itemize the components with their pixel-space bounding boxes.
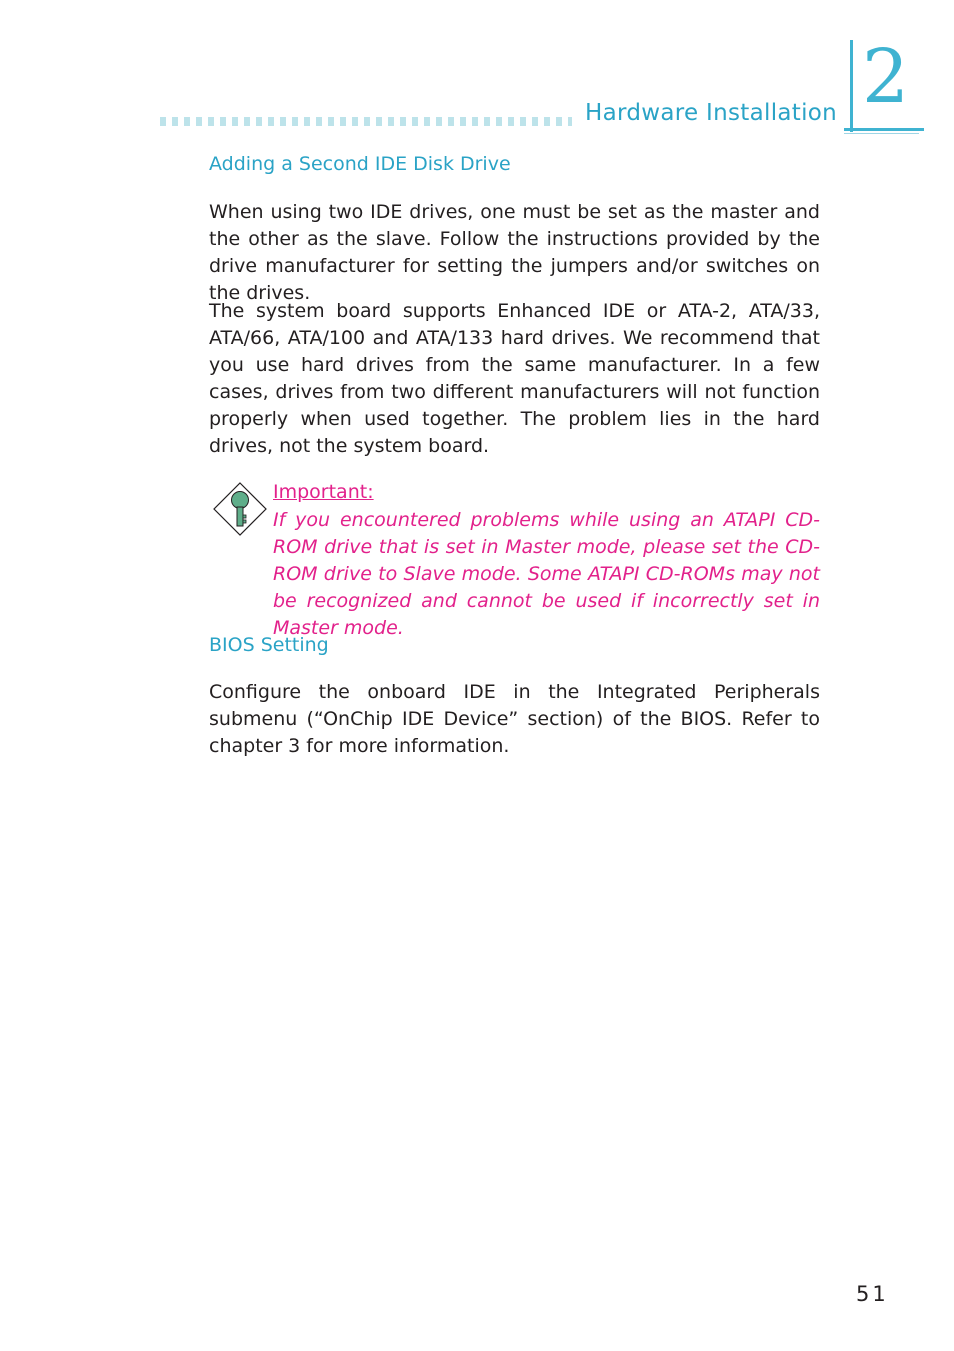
paragraph-master-slave: When using two IDE drives, one must be set as the master and the other as the slave. Follow the instructions provided by the drive manufacturer for setting the jumpers and/or switches on the drives. <box>209 201 820 304</box>
page-number: 51 <box>856 1282 889 1306</box>
running-header-title: Hardware Installation <box>585 100 838 126</box>
paragraph-supported-drives: The system board supports Enhanced IDE or ATA-2, ATA/33, ATA/66, ATA/100 and ATA/133 hard drives. We recommend that you use hard drives from the same manufacturer. In a few cases, drives from two different manufacturers will not function properly when used together. The problem lies in the hard drives, not the system board. <box>209 300 820 457</box>
header-dotted-rule <box>160 117 572 126</box>
chapter-number: 2 <box>862 34 910 120</box>
key-diamond-icon <box>213 482 267 536</box>
paragraph-bios-configure: Configure the onboard IDE in the Integrated Peripherals submenu (“OnChip IDE Device” section) of the BIOS. Refer to chapter 3 for more information. <box>209 681 820 757</box>
chapter-tab-horizontal-rule <box>844 128 924 131</box>
chapter-tab-horizontal-rule-thin <box>844 133 919 134</box>
section-title-bios-setting: BIOS Setting <box>209 634 329 656</box>
chapter-tab-vertical-rule <box>850 40 853 132</box>
note-label: Important: <box>273 481 374 503</box>
note-text: If you encountered problems while using an ATAPI CD-ROM drive that is set in Master mode, please set the CD-ROM drive to Slave mode. Some ATAPI CD-ROMs may not be recognized and cannot be used if incorrectly set in Master mode. <box>273 509 820 639</box>
section-title-second-ide-drive: Adding a Second IDE Disk Drive <box>209 153 511 175</box>
